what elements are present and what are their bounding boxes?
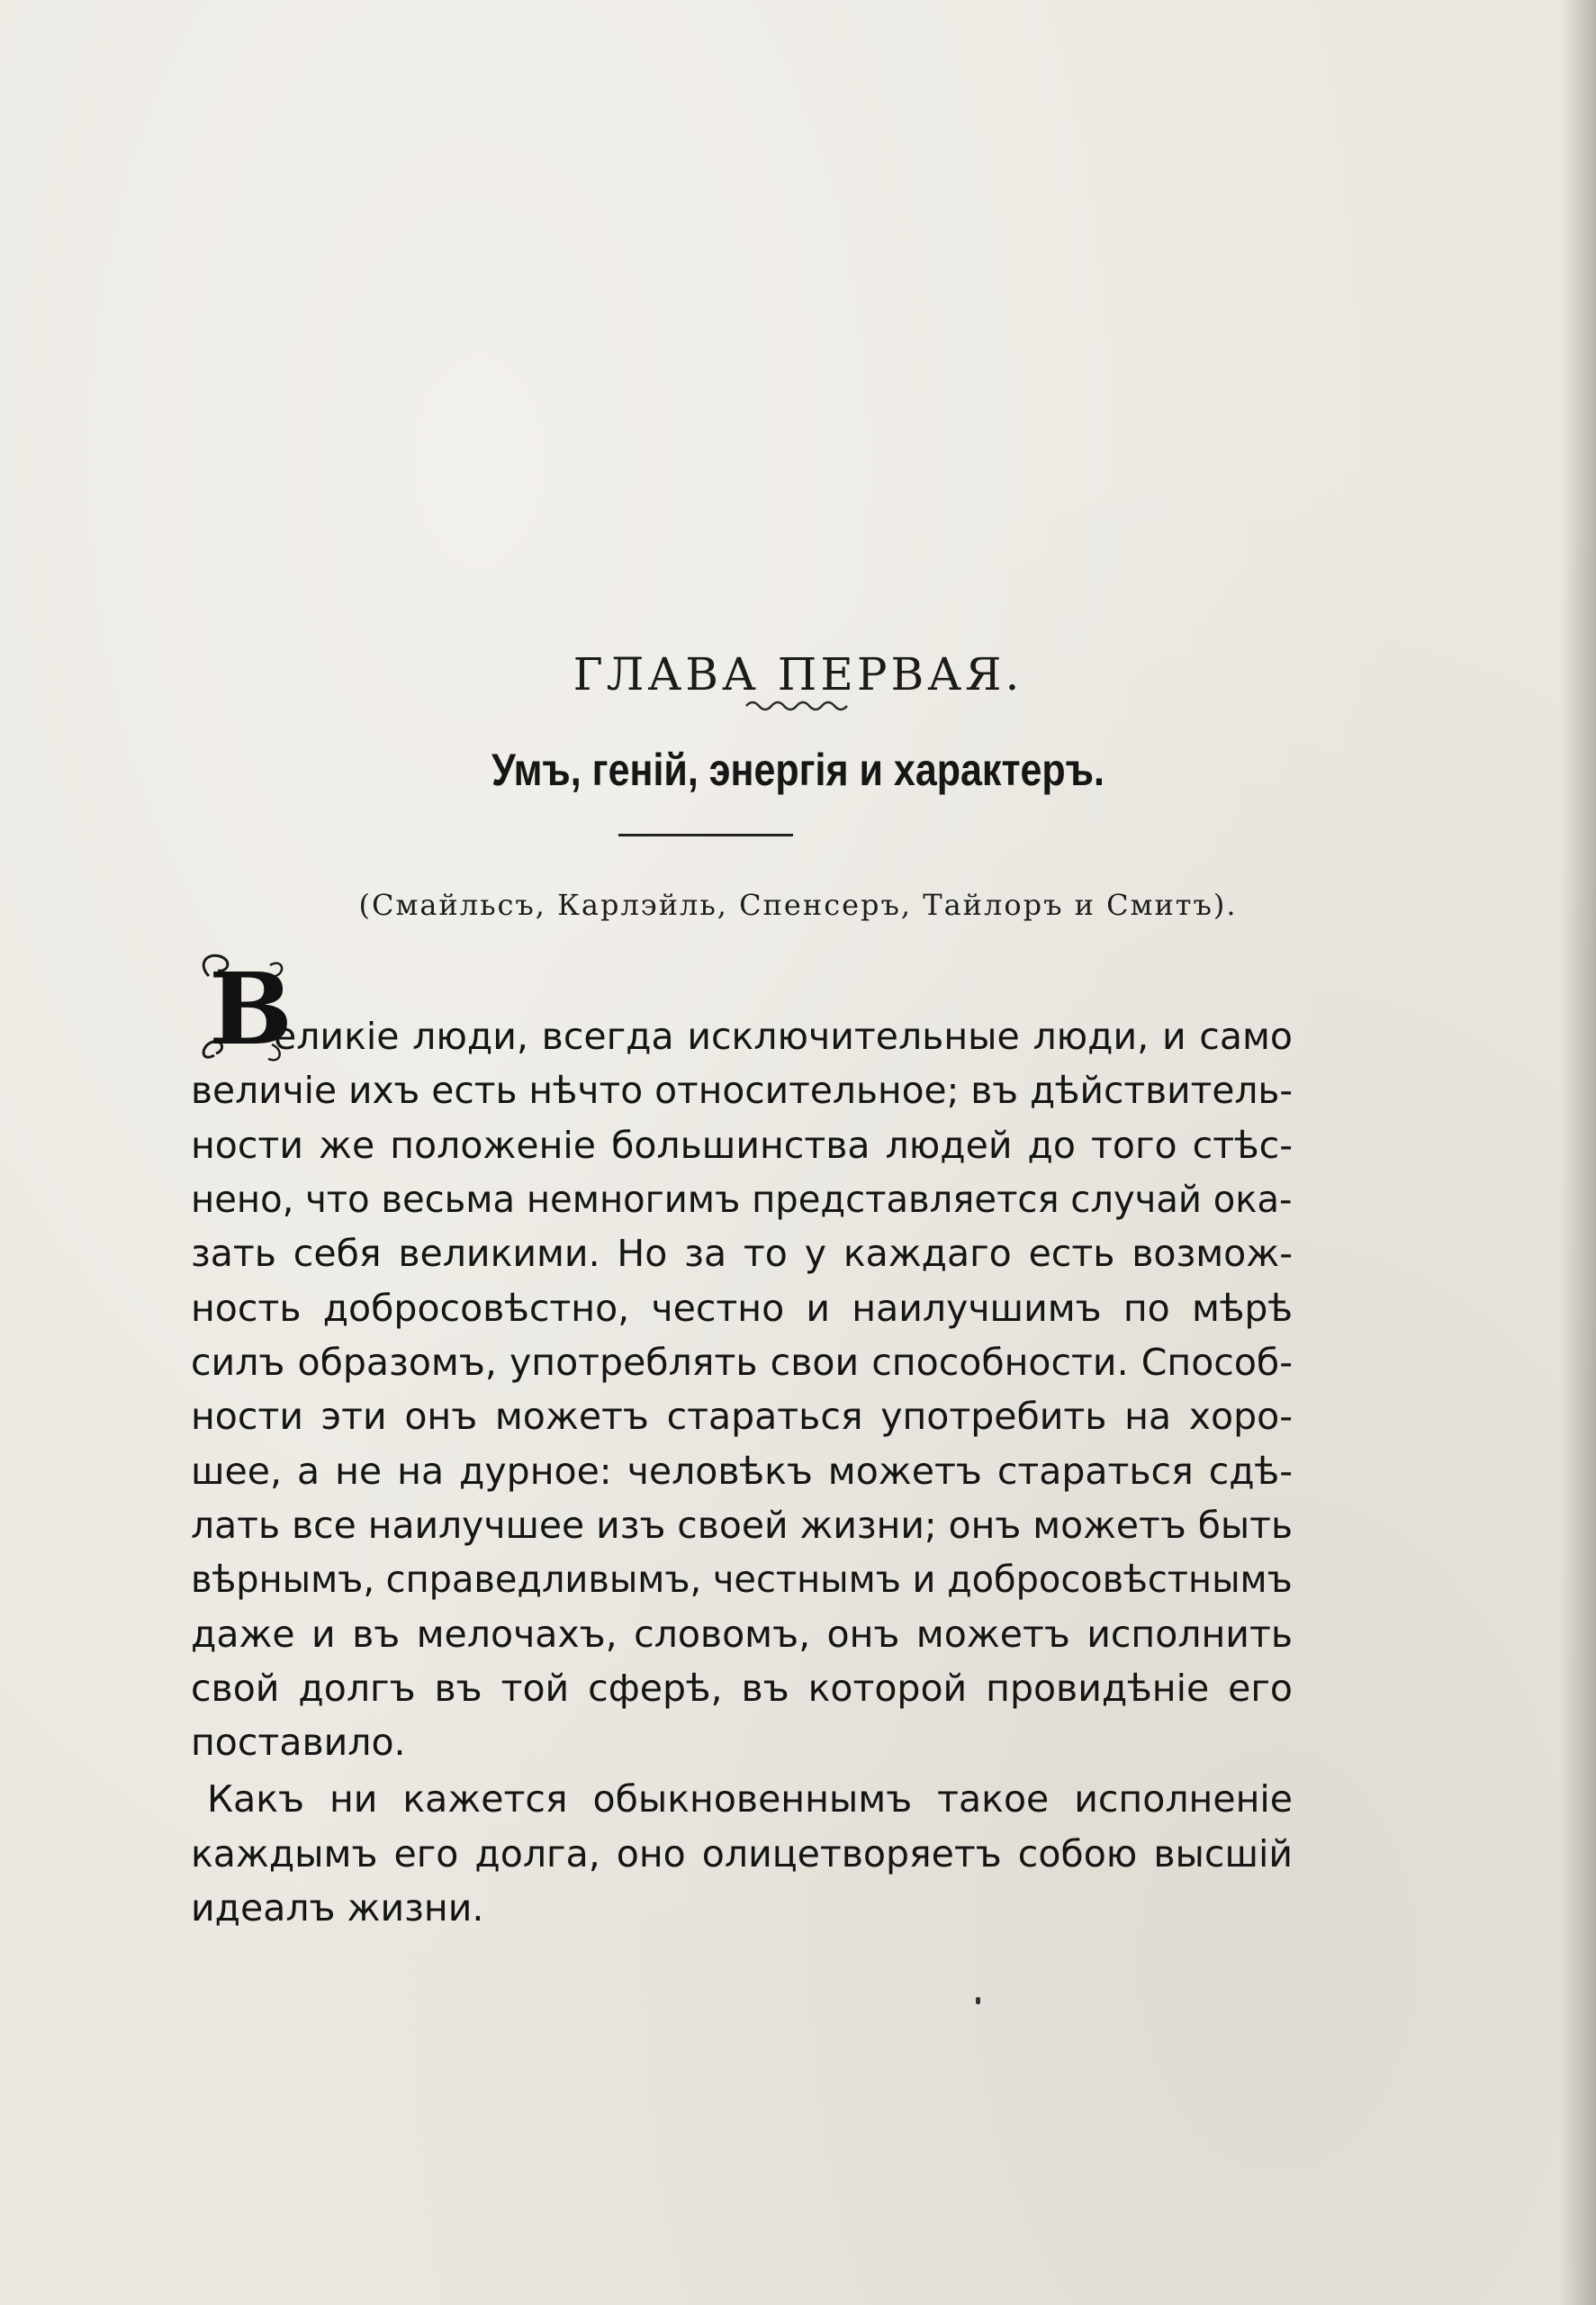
text-line: величiе ихъ есть нѣчто относительное; въ дѣйствитель- xyxy=(191,1069,1294,1112)
chapter-title: Умъ, генiй, энергiя и характеръ. xyxy=(491,745,1105,795)
wavy-ornament-icon xyxy=(744,697,852,715)
drop-cap-letter: В xyxy=(209,951,293,1067)
chapter-authors: (Смайльсъ, Карлэйль, Спенсеръ, Тайлоръ и Смитъ). xyxy=(358,888,1238,922)
text-line: даже и въ мелочахъ, словомъ, онъ можетъ исполнить xyxy=(191,1613,1293,1656)
ink-speck xyxy=(976,1997,980,2004)
text-line: лать все наилучшее изъ своей жизни; онъ можетъ быть xyxy=(191,1504,1294,1547)
text-line: шее, а не на дурное: человѣкъ можетъ стараться сдѣ- xyxy=(191,1450,1293,1493)
chapter-heading: ГЛАВА ПЕРВАЯ. xyxy=(573,648,1023,701)
text-line: идеалъ жизни. xyxy=(191,1886,484,1930)
title-divider xyxy=(618,834,793,836)
text-line: вѣрнымъ, справедливымъ, честнымъ и добросовѣстнымъ xyxy=(191,1558,1293,1601)
text-line: поставило. xyxy=(191,1721,406,1764)
text-line: ности эти онъ можетъ стараться употребить на хоро- xyxy=(191,1395,1293,1438)
text-line: свой долгъ въ той сферѣ, въ которой провидѣнiе его xyxy=(191,1667,1293,1710)
text-line: нено, что весьма немногимъ представляется случай ока- xyxy=(191,1178,1293,1221)
drop-cap xyxy=(209,951,293,1067)
text-line: зать себя великими. Но за то у каждаго есть возмож- xyxy=(191,1232,1293,1275)
text-line: ности же положенiе большинства людей до того стѣс- xyxy=(191,1124,1293,1167)
text-line: силъ образомъ, употреблять свои способности. Способ- xyxy=(191,1341,1293,1384)
wavy-ornament xyxy=(0,697,1596,719)
text-line: Какъ ни кажется обыкновеннымъ такое исполненiе xyxy=(207,1777,1293,1821)
page-edge-shadow xyxy=(1560,0,1596,2305)
text-line: ность добросовѣстно, честно и наилучшимъ по мѣрѣ xyxy=(191,1287,1293,1330)
text-line: каждымъ его долга, оно олицетворяетъ собою высшiй xyxy=(191,1832,1293,1876)
text-line: еликiе люди, всегда исключительные люди, и само xyxy=(274,1015,1293,1058)
